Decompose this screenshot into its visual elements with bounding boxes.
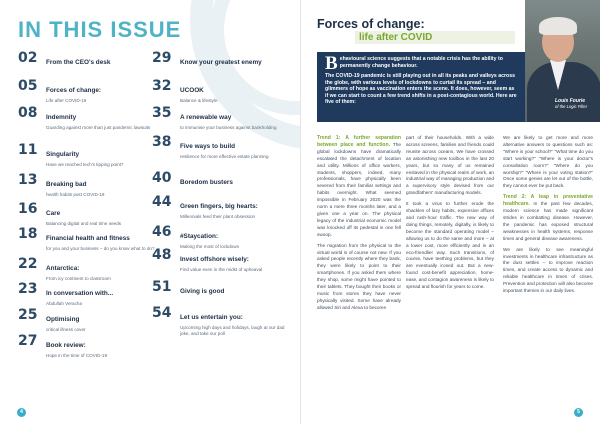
photo-caption xyxy=(555,98,587,110)
toc-page-number: 40 xyxy=(152,170,172,186)
toc-entry-subtitle: health habits post COVID-19 xyxy=(46,192,105,197)
toc-entry-title: Singularity xyxy=(46,151,80,158)
lead-box xyxy=(317,52,525,122)
caption-role: of the Logic Filter xyxy=(555,104,588,109)
toc-page-number: 44 xyxy=(152,194,172,210)
toc-entry-text xyxy=(180,106,290,131)
article-column-1 xyxy=(317,135,401,316)
col2-text: part of their households. With a wide across screens, families and friends could reunite across oceans. We have crossed an astonishing new toolbox in the last 20 years, but so many of us remained enslaved in the physical realm of work, an industrial way of managing production and a supervisory style devised from our grandfathers' manufacturing models. xyxy=(406,135,494,196)
author-photo xyxy=(525,0,600,122)
toc-entry-text xyxy=(180,195,290,220)
toc-entry-title: Five ways to build xyxy=(180,143,236,150)
toc-entry-title: Invest offshore wisely: xyxy=(180,256,249,263)
toc-entry-text xyxy=(46,308,156,333)
toc-entry-text xyxy=(46,257,156,282)
toc-entry-text xyxy=(180,248,290,273)
toc-entry-subtitle: to immunise your business against bankholding xyxy=(180,125,277,130)
article-column-3 xyxy=(503,135,593,299)
photo-hair xyxy=(539,17,577,35)
article-page xyxy=(300,0,600,424)
toc-page-number: 27 xyxy=(18,333,38,349)
toc-entry-title: Let us entertain you: xyxy=(180,314,243,321)
toc-entry-title: Giving is good xyxy=(180,288,225,295)
toc-entry-title: Care xyxy=(46,210,61,217)
drop-cap: B xyxy=(325,53,338,74)
toc-entry-text xyxy=(180,225,290,250)
page-number: 5 xyxy=(574,408,583,417)
toc-entry-title: Breaking bad xyxy=(46,181,87,188)
toc-page-number: 05 xyxy=(18,78,38,94)
toc-entry-title: Forces of change: xyxy=(46,87,102,94)
toc-page-number: 29 xyxy=(152,50,172,66)
col3-text: We are likely to get more and more alternative answers to questions such as: "Where is your school?" "What time do you start working?" "Where is your doctor's consultation room?" "Where do you worship?" "Where is your voting station?" Once some genies are let out of the bottle, they cannot ever be put back. xyxy=(503,135,593,189)
toc-entry-title: From the CEO's desk xyxy=(46,59,111,66)
toc-page-number: 02 xyxy=(18,50,38,66)
article-subtitle: life after COVID xyxy=(355,31,515,44)
toc-entry-title: UCOOK xyxy=(180,87,204,94)
toc-entry-subtitle: resilience for more effective estate planning xyxy=(180,154,269,159)
toc-page-number: 54 xyxy=(152,305,172,321)
toc-entry-subtitle: Making the most of lockdown xyxy=(180,244,240,249)
caption-name: Louis Fourie xyxy=(555,98,585,104)
toc-entry-text xyxy=(46,79,156,104)
toc-page-number: 13 xyxy=(18,172,38,188)
lead-paragraph-2: The COVID-19 pandemic is still playing out in all its peaks and valleys across the globe, with various levels of lockdowns to curtail its spread – and glimmers of hope as vaccination enters the scene. It does, however, seem as if we can start to count a few trend shifts in a post-contagious world. Here are five of them: xyxy=(325,73,517,105)
toc-page-number: 23 xyxy=(18,281,38,297)
toc-entry-text xyxy=(46,51,156,69)
toc-entry-text xyxy=(46,334,156,359)
toc-page-number: 18 xyxy=(18,226,38,242)
toc-entry-title: Green fingers, big hearts: xyxy=(180,203,258,210)
col3-text-2: In the past few decades, modern science has made significant strides in combatting disease. However, the pandemic has exposed structural weaknesses in health systems, response times and general disease awareness. xyxy=(503,201,593,241)
page-number: 4 xyxy=(17,408,26,417)
toc-entry-text xyxy=(46,227,156,252)
toc-entry-title: Optimising xyxy=(46,316,80,323)
toc-entry-text xyxy=(180,280,290,298)
toc-entry-title: #Staycation: xyxy=(180,233,219,240)
toc-entry-text xyxy=(46,173,156,198)
toc-page-number: 08 xyxy=(18,105,38,121)
toc-entry-text xyxy=(180,171,290,189)
col2-text-2: It took a virus to further erode the shackles of lazy habits, expensive offices and rush-hour traffic. The new way of doing things, remotely, digitally, is likely to become the standard operating model – allowing us to do the same and more – at a lower cost, more efficiently and in an eco-friendlier way. Such transitions, of course, have teething problems, but they are eventually ironed out. But a new-found cost-benefit appreciation, home-ease, and contagion awareness is likely to spread and flourish for years to come. xyxy=(406,201,494,290)
photo-body xyxy=(527,62,600,122)
toc-entry-subtitle: for you and your business – do you know what to do? xyxy=(46,246,155,251)
toc-entry-text xyxy=(180,79,290,104)
col1-text-2: The migration from the physical to the virtual world is of course not new. If you asked people recently where they bank, they were likely to point to their smartphones. If you asked them where they shop, some might have pointed to their tablets. They bought their books or music from stores they have never physically visited. Some have already allowed Siri and Alexa to become xyxy=(317,242,401,310)
toc-entry-subtitle: Hope in the time of COVID-19 xyxy=(46,353,108,358)
col1-text: The global lockdowns have dramatically escalated the detachment of location and utility. Millions of office workers, students, shoppers, indeed, many professionals, have physically been severed from their familiar settings and habits overnight. What seemed impossible in February 2020 was the norm a mere three months later, and a given one a year on. The physical legacy of the industrial economic model was knocked off its pedestal in one fell swoop. xyxy=(317,141,401,237)
article-column-2 xyxy=(406,135,494,295)
toc-page-number: 16 xyxy=(18,201,38,217)
col3-text-3: We are likely to see meaningful investments in healthcare infrastructure as the dust settles – to improve reaction times, and create access to dynamic and reliable healthcare in times of crises. Prevention and protection will also become important themes in our daily lives. xyxy=(503,246,593,294)
toc-entry-title: Financial health and fitness xyxy=(46,235,130,242)
trend-2-heading: Trend 2: A leap in preventative healthcare. xyxy=(503,194,593,208)
toc-entry-title: A renewable way xyxy=(180,114,232,121)
toc-entry-subtitle: Balance & lifestyle xyxy=(180,98,218,103)
article-title: Forces of change: xyxy=(317,17,425,31)
toc-entry-subtitle: Find value even in the midst of upheaval xyxy=(180,267,263,272)
toc-page-number: 35 xyxy=(152,105,172,121)
toc-entry-text xyxy=(180,306,290,337)
toc-entry-text xyxy=(180,135,290,160)
toc-page-number: 38 xyxy=(152,134,172,150)
toc-entry-subtitle: Have we reached tech's tipping point? xyxy=(46,162,124,167)
toc-entry-subtitle: Balancing digital and real time needs xyxy=(46,221,122,226)
toc-entry-subtitle: Millennials feed their plant obsession xyxy=(180,214,256,219)
toc-entry-title: Book review: xyxy=(46,342,86,349)
toc-page-number: 32 xyxy=(152,78,172,94)
lead-paragraph-1 xyxy=(325,53,517,74)
toc-entry-subtitle: Upcoming high days and holidays, laugh at our dad joke, and take our poll xyxy=(180,325,285,336)
toc-entry-title: Boredom busters xyxy=(180,179,233,186)
toc-page-number: 25 xyxy=(18,307,38,323)
toc-entry-text xyxy=(46,202,156,227)
trend-1-heading: Trend 1: A further separation between place and function. xyxy=(317,135,401,148)
toc-page-number: 51 xyxy=(152,279,172,295)
toc-page-number: 46 xyxy=(152,224,172,240)
toc-page-number: 22 xyxy=(18,256,38,272)
toc-page-number: 11 xyxy=(18,142,38,158)
toc-entry-text xyxy=(46,282,156,307)
toc-entry-subtitle: Guarding against more than just pandemic lawsuits xyxy=(46,125,151,130)
toc-entry-title: Know your greatest enemy xyxy=(180,59,262,66)
page-title: IN THIS ISSUE xyxy=(18,17,182,42)
toc-entry-title: In conversation with... xyxy=(46,290,114,297)
toc-entry-text xyxy=(46,106,156,131)
toc-entry-subtitle: From icy continent to classroom xyxy=(46,276,111,281)
toc-entry-subtitle: Life after COVID-19 xyxy=(46,98,87,103)
toc-entry-subtitle: Abdullah Veracha xyxy=(46,301,83,306)
toc-page-number: 48 xyxy=(152,247,172,263)
toc-entry-text xyxy=(46,143,156,168)
lead-text-1: ehavioural science suggests that a notable crisis has the ability to permanently change behaviour. xyxy=(339,56,503,69)
toc-entry-title: Indemnity xyxy=(46,114,77,121)
toc-entry-subtitle: critical illness cover xyxy=(46,327,86,332)
toc-entry-title: Antarctica: xyxy=(46,265,80,272)
toc-entry-text xyxy=(180,51,290,69)
